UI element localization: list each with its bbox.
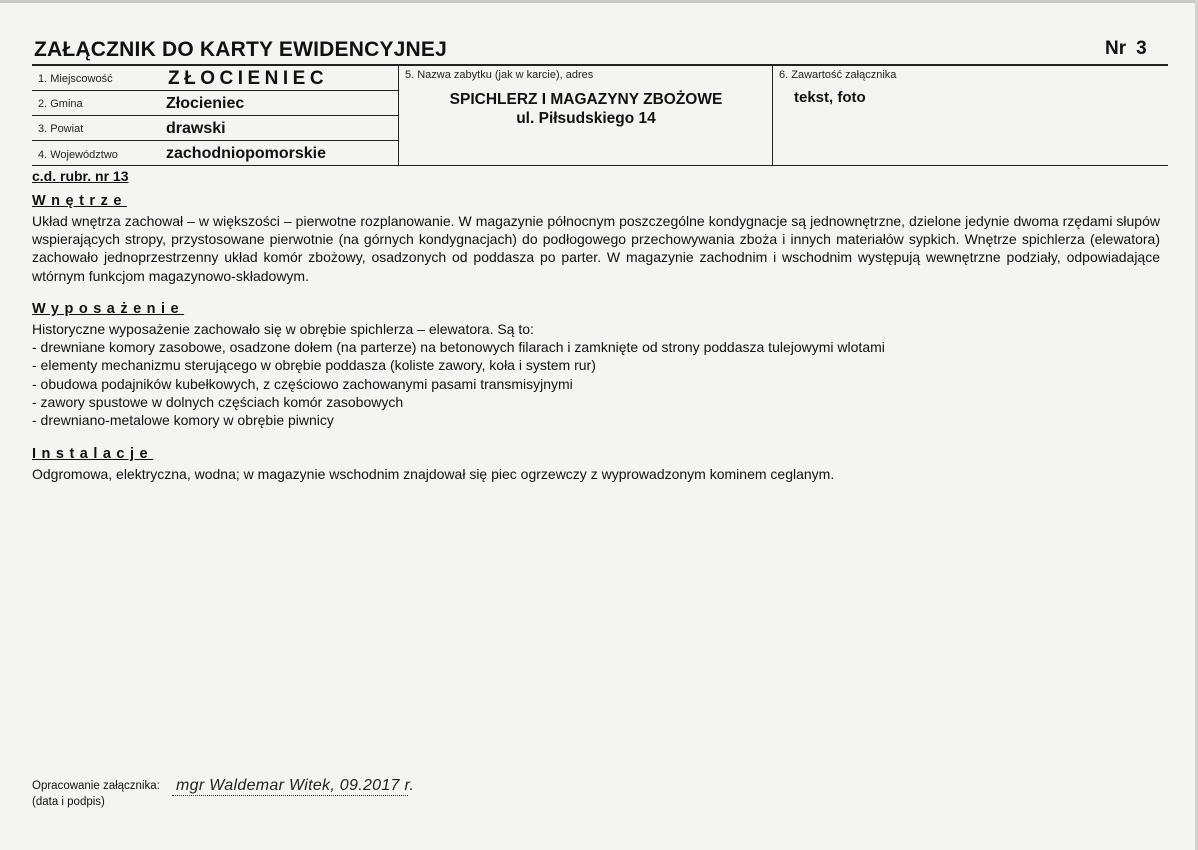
document-number: [1105, 38, 1147, 60]
table-bottom-rule: [32, 165, 1168, 166]
table-top-rule: [32, 64, 1168, 66]
section-title-wnetrze: Wnętrze: [32, 193, 127, 209]
wyposazenie-intro: Historyczne wyposażenie zachowało się w obrębie spichlerza – elewatora. Są to:: [32, 321, 534, 337]
section-title-wyposazenie: Wyposażenie: [32, 301, 185, 317]
list-item: - drewniane komory zasobowe, osadzone dołem (na parterze) na betonowych filarach i zamknięte od strony poddasza tulejowymi wlotami: [32, 339, 885, 356]
table-divider-2: [772, 64, 773, 166]
table-row-rule-3: [32, 140, 398, 141]
field-label-zawartosc: 6. Zawartość załącznika: [779, 69, 897, 81]
field-value-powiat: drawski: [166, 120, 226, 137]
footer-label: [32, 778, 160, 810]
list-item: - elementy mechanizmu sterującego w obrębie poddasza (koliste zawory, koła i system rur): [32, 357, 596, 374]
page-edge-top: [0, 0, 1198, 3]
table-row-rule-1: [32, 90, 398, 91]
list-item: - obudowa podajników kubełkowych, z częściowo zachowanymi pasami transmisyjnymi: [32, 375, 573, 392]
signature-dotted-line: [172, 795, 408, 796]
section-list-wyposazenie: [32, 320, 1160, 429]
field-label-gmina: 2. Gmina: [38, 98, 83, 110]
section-text-wnetrze: Układ wnętrza zachował – w większości – pierwotne rozplanowanie. W magazynie północnym poszczególne kondygnacje są jednownętrzne, dzielone jedynie dwoma rzędami słupów wspierających stropy, przystosowane pierwotnie (na górnych kondygnacjach) do podłogowego przechowywania zboża i innych materiałów sypkich. Wnętrze spichlerza (elewatora) zachowało jednoprzestrzenny układ komór zbożowy, osadzonych od poddasza po parter. W magazynie zachodnim i wschodnim występują wewnętrzne podziały, odpowiadające wtórnym funkcjom magazynowo-składowym.: [32, 213, 1160, 284]
list-item: - drewniano-metalowe komory w obrębie piwnicy: [32, 412, 334, 429]
nr-label: Nr: [1105, 38, 1127, 59]
field-value-miejscowosc: ZŁOCIENIEC: [168, 68, 329, 89]
table-row-rule-2: [32, 115, 398, 116]
list-item: - zawory spustowe w dolnych częściach komór zasobowych: [32, 393, 404, 410]
field-label-miejscowosc: 1. Miejscowość: [38, 73, 113, 85]
nazwa-line-2: ul. Piłsudskiego 14: [516, 110, 656, 127]
document-title: ZAŁĄCZNIK DO KARTY EWIDENCYJNEJ: [34, 38, 448, 61]
section-title-instalacje: Instalacje: [32, 446, 154, 462]
field-value-wojewodztwo: zachodniopomorskie: [166, 145, 327, 162]
footer-label-line-1: Opracowanie załącznika:: [32, 780, 160, 792]
field-value-nazwa: [400, 90, 772, 128]
footer-label-line-2: (data i podpis): [32, 796, 105, 808]
field-value-zawartosc: tekst, foto: [794, 89, 866, 106]
field-value-gmina: Złocieniec: [166, 95, 245, 112]
field-label-nazwa: 5. Nazwa zabytku (jak w karcie), adres: [405, 69, 594, 81]
table-divider-1: [398, 64, 399, 166]
signature: mgr Waldemar Witek, 09.2017 r.: [176, 777, 415, 794]
field-label-powiat: 3. Powiat: [38, 123, 84, 135]
section-text-instalacje: Odgromowa, elektryczna, wodna; w magazynie wschodnim znajdował się piec ogrzewczy z wyprowadzonym kominem ceglanym.: [32, 466, 835, 482]
nr-value: 3: [1136, 38, 1147, 59]
nazwa-line-1: SPICHLERZ I MAGAZYNY ZBOŻOWE: [449, 91, 723, 108]
continuation-label: c.d. rubr. nr 13: [32, 168, 129, 184]
field-label-wojewodztwo: 4. Województwo: [38, 149, 118, 161]
